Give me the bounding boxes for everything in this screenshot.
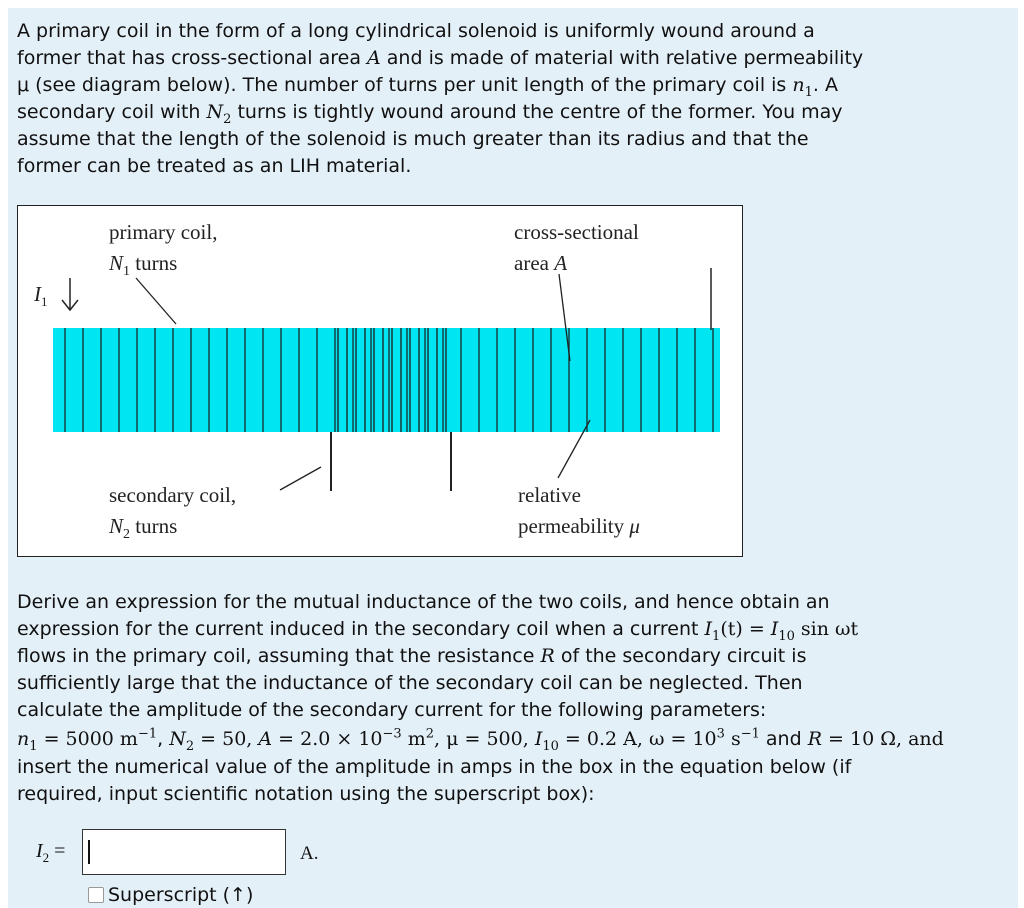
intro-line-5: assume that the length of the solenoid is much greater than its radius and that the	[17, 128, 809, 150]
question-line-1: Derive an expression for the mutual inductance of the two coils, and hence obtain an	[17, 591, 830, 613]
i2-label: $I_2$ =	[36, 840, 66, 865]
former-rect	[53, 328, 720, 432]
perm-label-2: permeability μ	[518, 514, 640, 538]
question-line-6: $n_1 = 5000$ $m^{-1}$, $N_2 = 50$, $A = 2.0 \times 10^{-3}$ $m^2$, μ = 500, $I_{10} = 0.2$ A, $\omega = 10^3$ $s^{-1}$ and R = 10 Ω, and	[17, 726, 944, 754]
question-line-5: calculate the amplitude of the secondary current for the following parameters:	[17, 699, 767, 721]
answer-input[interactable]	[82, 829, 286, 875]
secondary-label-1: secondary coil,	[109, 483, 237, 507]
intro-line-1: A primary coil in the form of a long cylindrical solenoid is uniformly wound around a	[17, 20, 815, 42]
question-line-7: insert the numerical value of the amplitude in amps in the box in the equation below (if	[17, 756, 852, 778]
question-line-4: sufficiently large that the inductance of the secondary coil can be neglected. Then	[17, 672, 803, 694]
intro-line-2: former that has cross-sectional area A and is made of material with relative permeability	[17, 47, 864, 69]
perm-label-1: relative	[518, 483, 581, 507]
question-line-3: flows in the primary coil, assuming that the resistance R of the secondary circuit is	[17, 645, 807, 667]
superscript-checkbox[interactable]	[88, 887, 104, 903]
intro-line-6: former can be treated as an LIH material.	[17, 155, 412, 177]
solenoid-diagram	[17, 205, 743, 557]
unit-label: A.	[300, 843, 319, 864]
secondary-label-2: $N_2$ turns	[109, 514, 178, 542]
secondary-leader-line	[280, 467, 321, 490]
question-line-8: required, input scientific notation using the superscript box):	[17, 783, 595, 805]
intro-line-3: μ (see diagram below). The number of turns per unit length of the primary coil is $n_1$. A	[17, 74, 838, 100]
primary-label-1: primary coil,	[109, 220, 218, 244]
superscript-label[interactable]: Superscript (↑)	[108, 884, 254, 906]
primary-leader-line	[136, 278, 176, 324]
question-line-2: expression for the current induced in the secondary coil when a current $I_1(t) = I_{10}$ sin ωt	[17, 618, 859, 644]
intro-line-4: secondary coil with $N_2$ turns is tightly wound around the centre of the former. You may	[17, 101, 843, 127]
current-label: $I_1$	[34, 282, 48, 309]
solenoid-svg	[18, 206, 742, 556]
area-label-1: cross-sectional	[514, 220, 639, 244]
area-label-2: area A	[514, 251, 568, 275]
text-caret	[88, 840, 90, 864]
primary-label-2: $N_1$ turns	[109, 251, 178, 279]
